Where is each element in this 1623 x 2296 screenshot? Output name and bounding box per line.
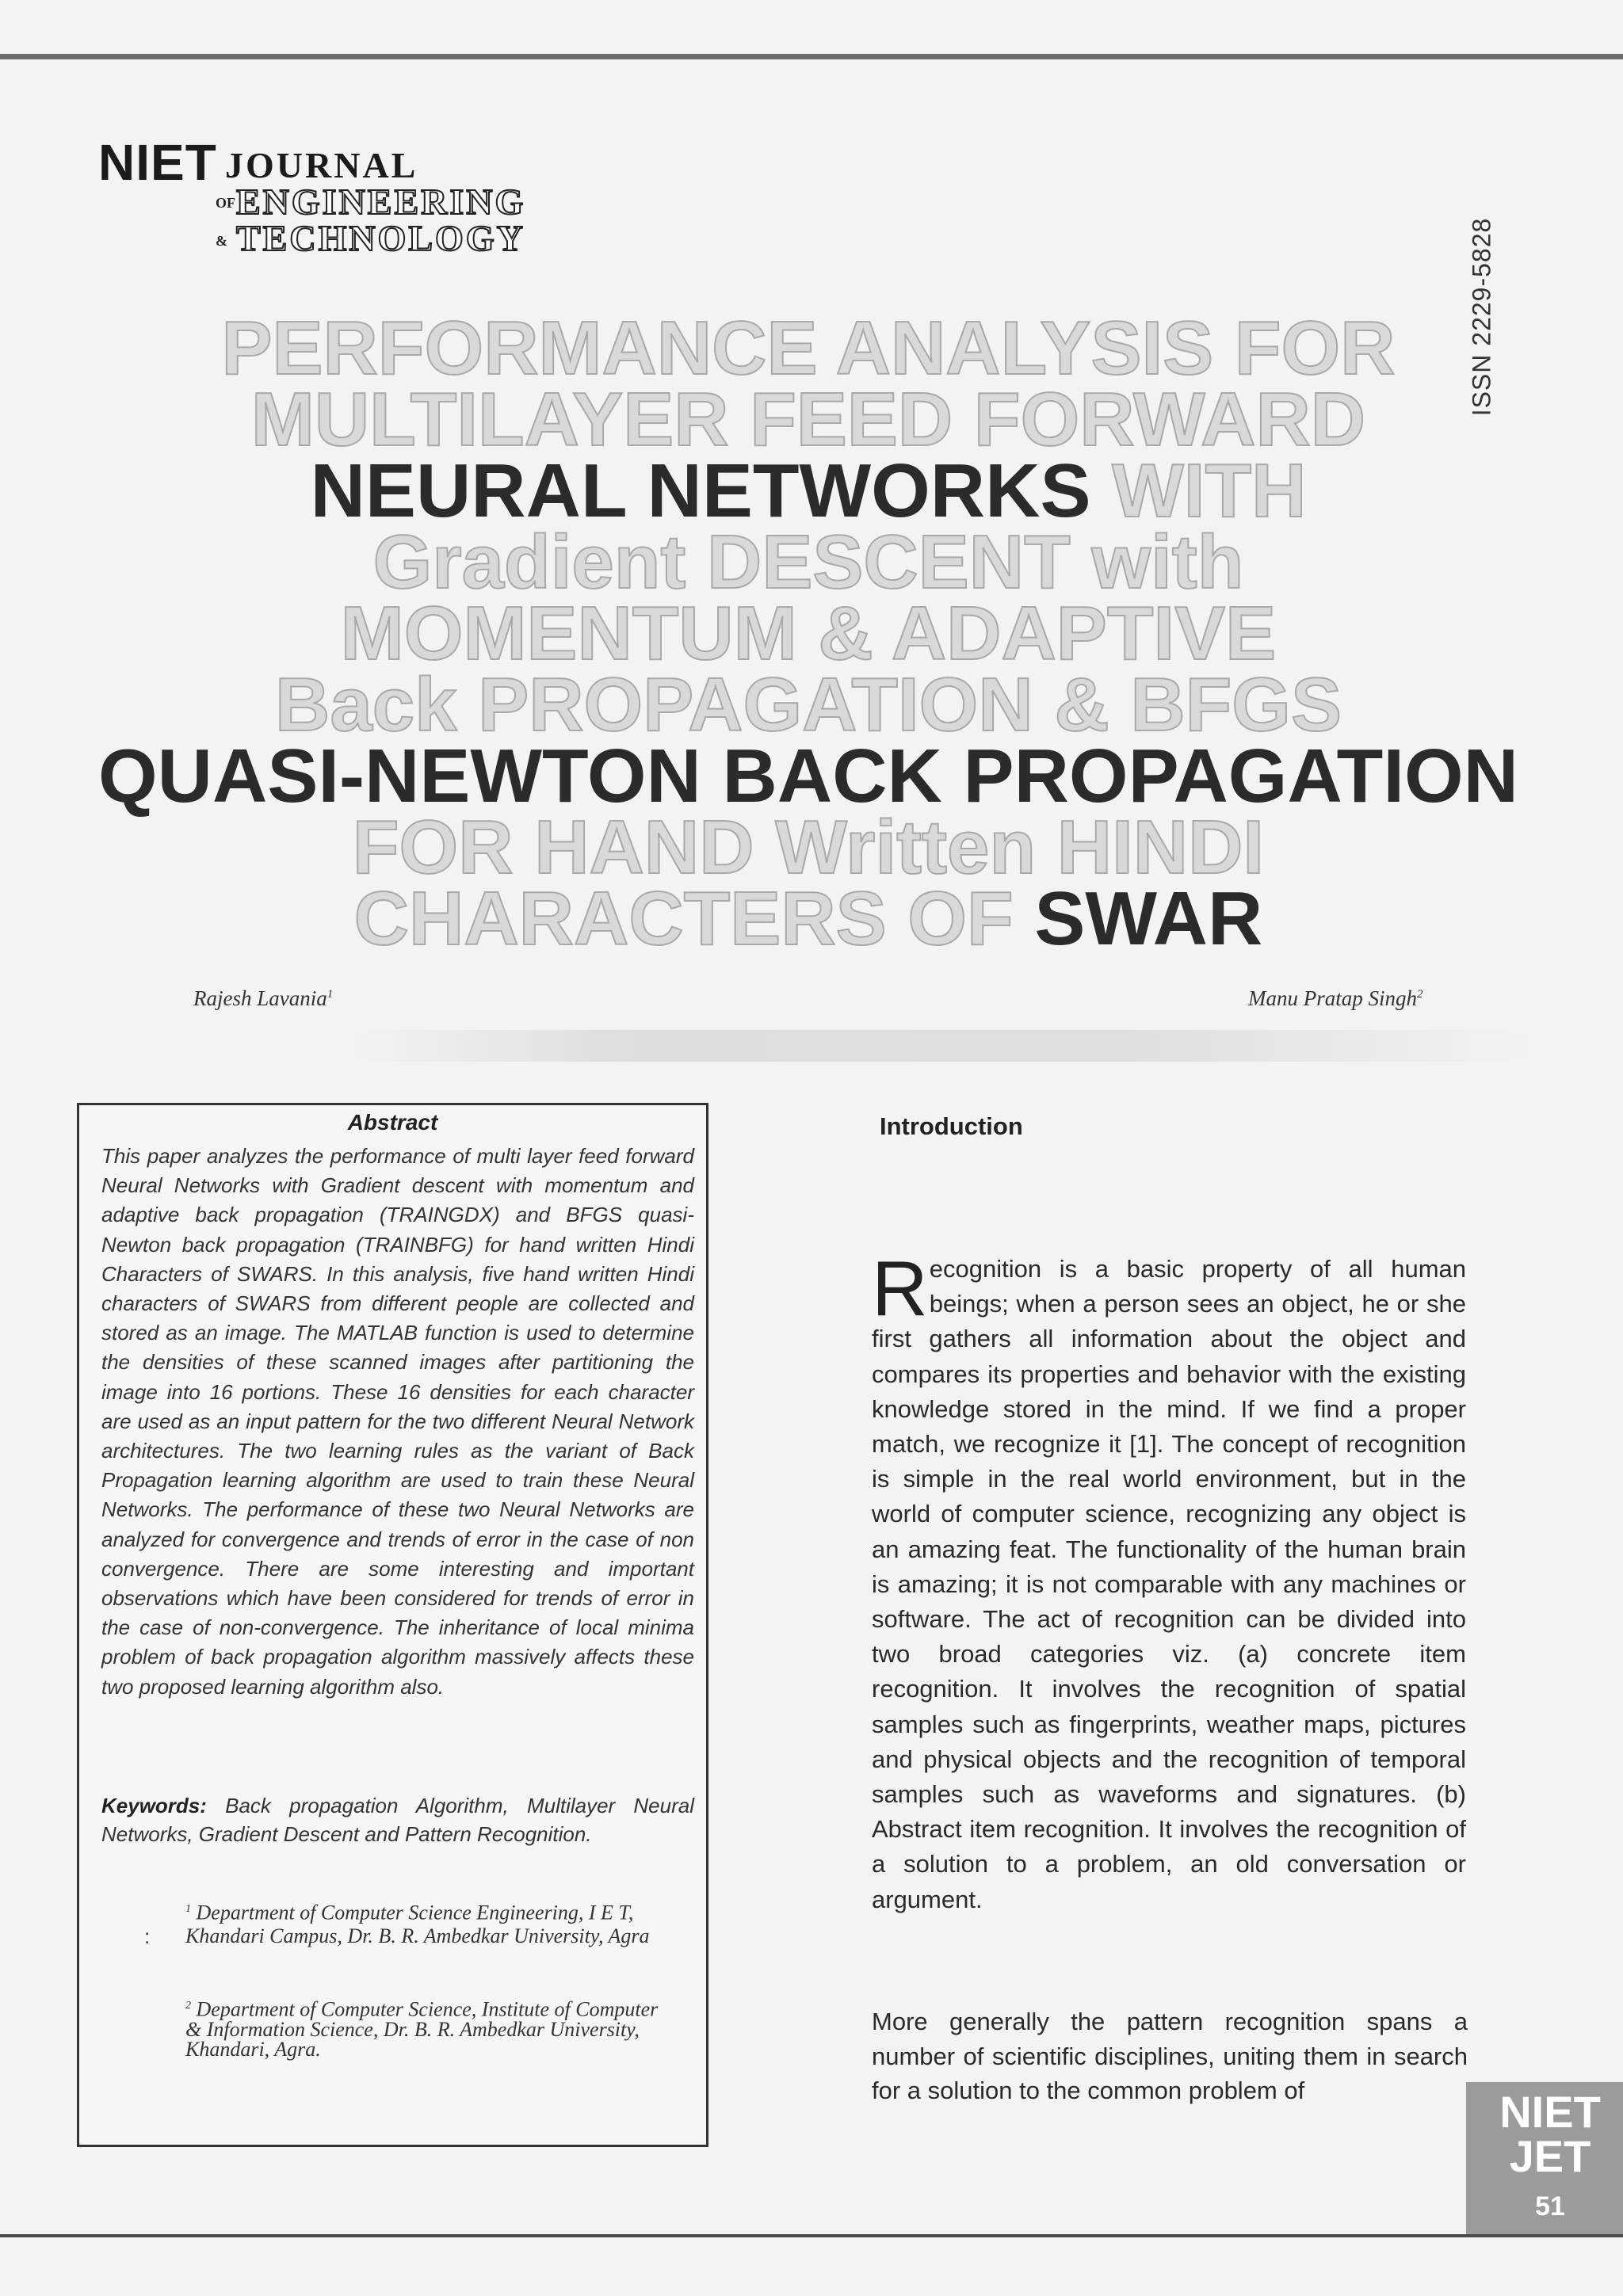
affiliation-2-mark: 2	[185, 2000, 191, 2012]
keywords-label: Keywords:	[101, 1794, 207, 1817]
author-1	[193, 986, 333, 1011]
introduction-heading: Introduction	[880, 1112, 1023, 1140]
author-1-mark: 1	[327, 988, 334, 1001]
masthead-engineering: ENGINEERING	[236, 181, 526, 222]
abstract-heading: Abstract	[347, 1110, 438, 1135]
title-line-1: PERFORMANCE ANALYSIS FOR	[221, 306, 1396, 391]
masthead-ampersand: &	[216, 233, 227, 249]
affiliation-2-text: Department of Computer Science, Institute of Computer & Information Science, Dr. B. R. Ambedkar University, Khandari, Agra.	[185, 1997, 659, 2061]
masthead-niet: NIET	[98, 134, 217, 191]
affiliation-colon: :	[144, 1924, 151, 1948]
affiliation-1	[185, 1897, 661, 1947]
author-band	[349, 1030, 1537, 1062]
introduction-paragraph-2: More generally the pattern recognition spans a number of scientific disciplines, uniting them in search for a solution to the common problem of	[872, 2008, 1468, 2104]
title-line-7: QUASI-NEWTON BACK PROPAGATION	[98, 734, 1518, 818]
page-number: 51	[1535, 2191, 1565, 2222]
journal-masthead	[98, 133, 574, 268]
author-2-mark: 2	[1417, 988, 1423, 1001]
introduction-paragraph-1	[872, 1245, 1466, 1917]
title-line-3-dark: NEURAL NETWORKS	[310, 448, 1091, 533]
title-line-8: FOR HAND Written HINDI	[352, 805, 1265, 890]
drop-cap: R	[872, 1245, 928, 1332]
issn-text: ISSN 2229-5828	[1467, 217, 1496, 417]
introduction-paragraph-1-text: ecognition is a basic property of all human beings; when a person sees an object, he or she first gathers all information about the object and compares its properties and behavior with the existing knowledge stored in the mind. If we find a proper match, we recognize it [1]. The concept of recognition is simple in the real world environment, but in the world of computer science, recognizing any object is an amazing feat. The functionality of the human brain is amazing; it is not comparable with any machines or software. The act of recognition can be divided into two broad categories viz. (a) concrete item recognition. It involves the recognition of spatial samples such as fingerprints, weather maps, pictures and physical objects and the recognition of temporal samples such as waveforms and signatures. (b) Abstract item recognition. It involves the recognition of a solution to a problem, an old conversation or argument.	[872, 1255, 1466, 1913]
page-tab	[1466, 2082, 1623, 2234]
masthead-of: OF	[216, 195, 235, 211]
page-tab-jet: JET	[1509, 2131, 1591, 2181]
masthead-journal: JOURNAL	[225, 145, 418, 185]
top-rule	[0, 54, 1623, 59]
title-line-3	[79, 448, 1537, 533]
affiliation-1-mark: 1	[185, 1903, 191, 1915]
author-1-name: Rajesh Lavania	[193, 986, 327, 1010]
title-line-6: Back PROPAGATION & BFGS	[275, 662, 1342, 747]
title-line-9-ghost: CHARACTERS OF	[353, 876, 1035, 961]
author-2	[1248, 986, 1423, 1011]
affiliation-2	[185, 1996, 661, 2059]
keywords	[101, 1791, 694, 1848]
bottom-rule	[0, 2234, 1623, 2237]
abstract-box	[77, 1103, 708, 2147]
author-2-name: Manu Pratap Singh	[1248, 986, 1417, 1010]
title-line-9-dark: SWAR	[1034, 876, 1263, 961]
page-tab-niet: NIET	[1499, 2087, 1601, 2137]
affiliation-1-text: Department of Computer Science Engineering, I E T, Khandari Campus, Dr. B. R. Ambedkar University, Agra	[185, 1901, 650, 1947]
paper-title	[79, 306, 1537, 961]
abstract-text: This paper analyzes the performance of multi layer feed forward Neural Networks with Gradient descent with momentum and adaptive back propagation (TRAINGDX) and BFGS quasi-Newton back propagation (TRAINBFG) for hand written Hindi Characters of SWARS. In this analysis, five hand written Hindi characters of SWARS from different people are collected and stored as an image. The MATLAB function is used to determine the densities of these scanned images after partitioning the image into 16 portions. These 16 densities for each character are used as an input pattern for the two different Neural Network architectures. The two learning rules as the variant of Back Propagation learning algorithm are used to train these Neural Networks. The performance of these two Neural Networks are analyzed for convergence and trends of error in the case of non convergence. There are some interesting and important observations which have been considered for trends of error in the case of non-convergence. The inheritance of local minima problem of back propagation algorithm massively affects these two proposed learning algorithm also.	[101, 1144, 694, 1699]
title-line-3-ghost: WITH	[1090, 448, 1307, 533]
title-line-4: Gradient DESCENT with	[372, 520, 1244, 605]
title-line-5: MOMENTUM & ADAPTIVE	[340, 591, 1277, 676]
masthead-technology: TECHNOLOGY	[236, 218, 525, 258]
title-line-2: MULTILAYER FEED FORWARD	[250, 377, 1366, 462]
keywords-text: Back propagation Algorithm, Multilayer Neural Networks, Gradient Descent and Pattern Recognition.	[101, 1794, 694, 1846]
title-line-9	[79, 876, 1537, 961]
